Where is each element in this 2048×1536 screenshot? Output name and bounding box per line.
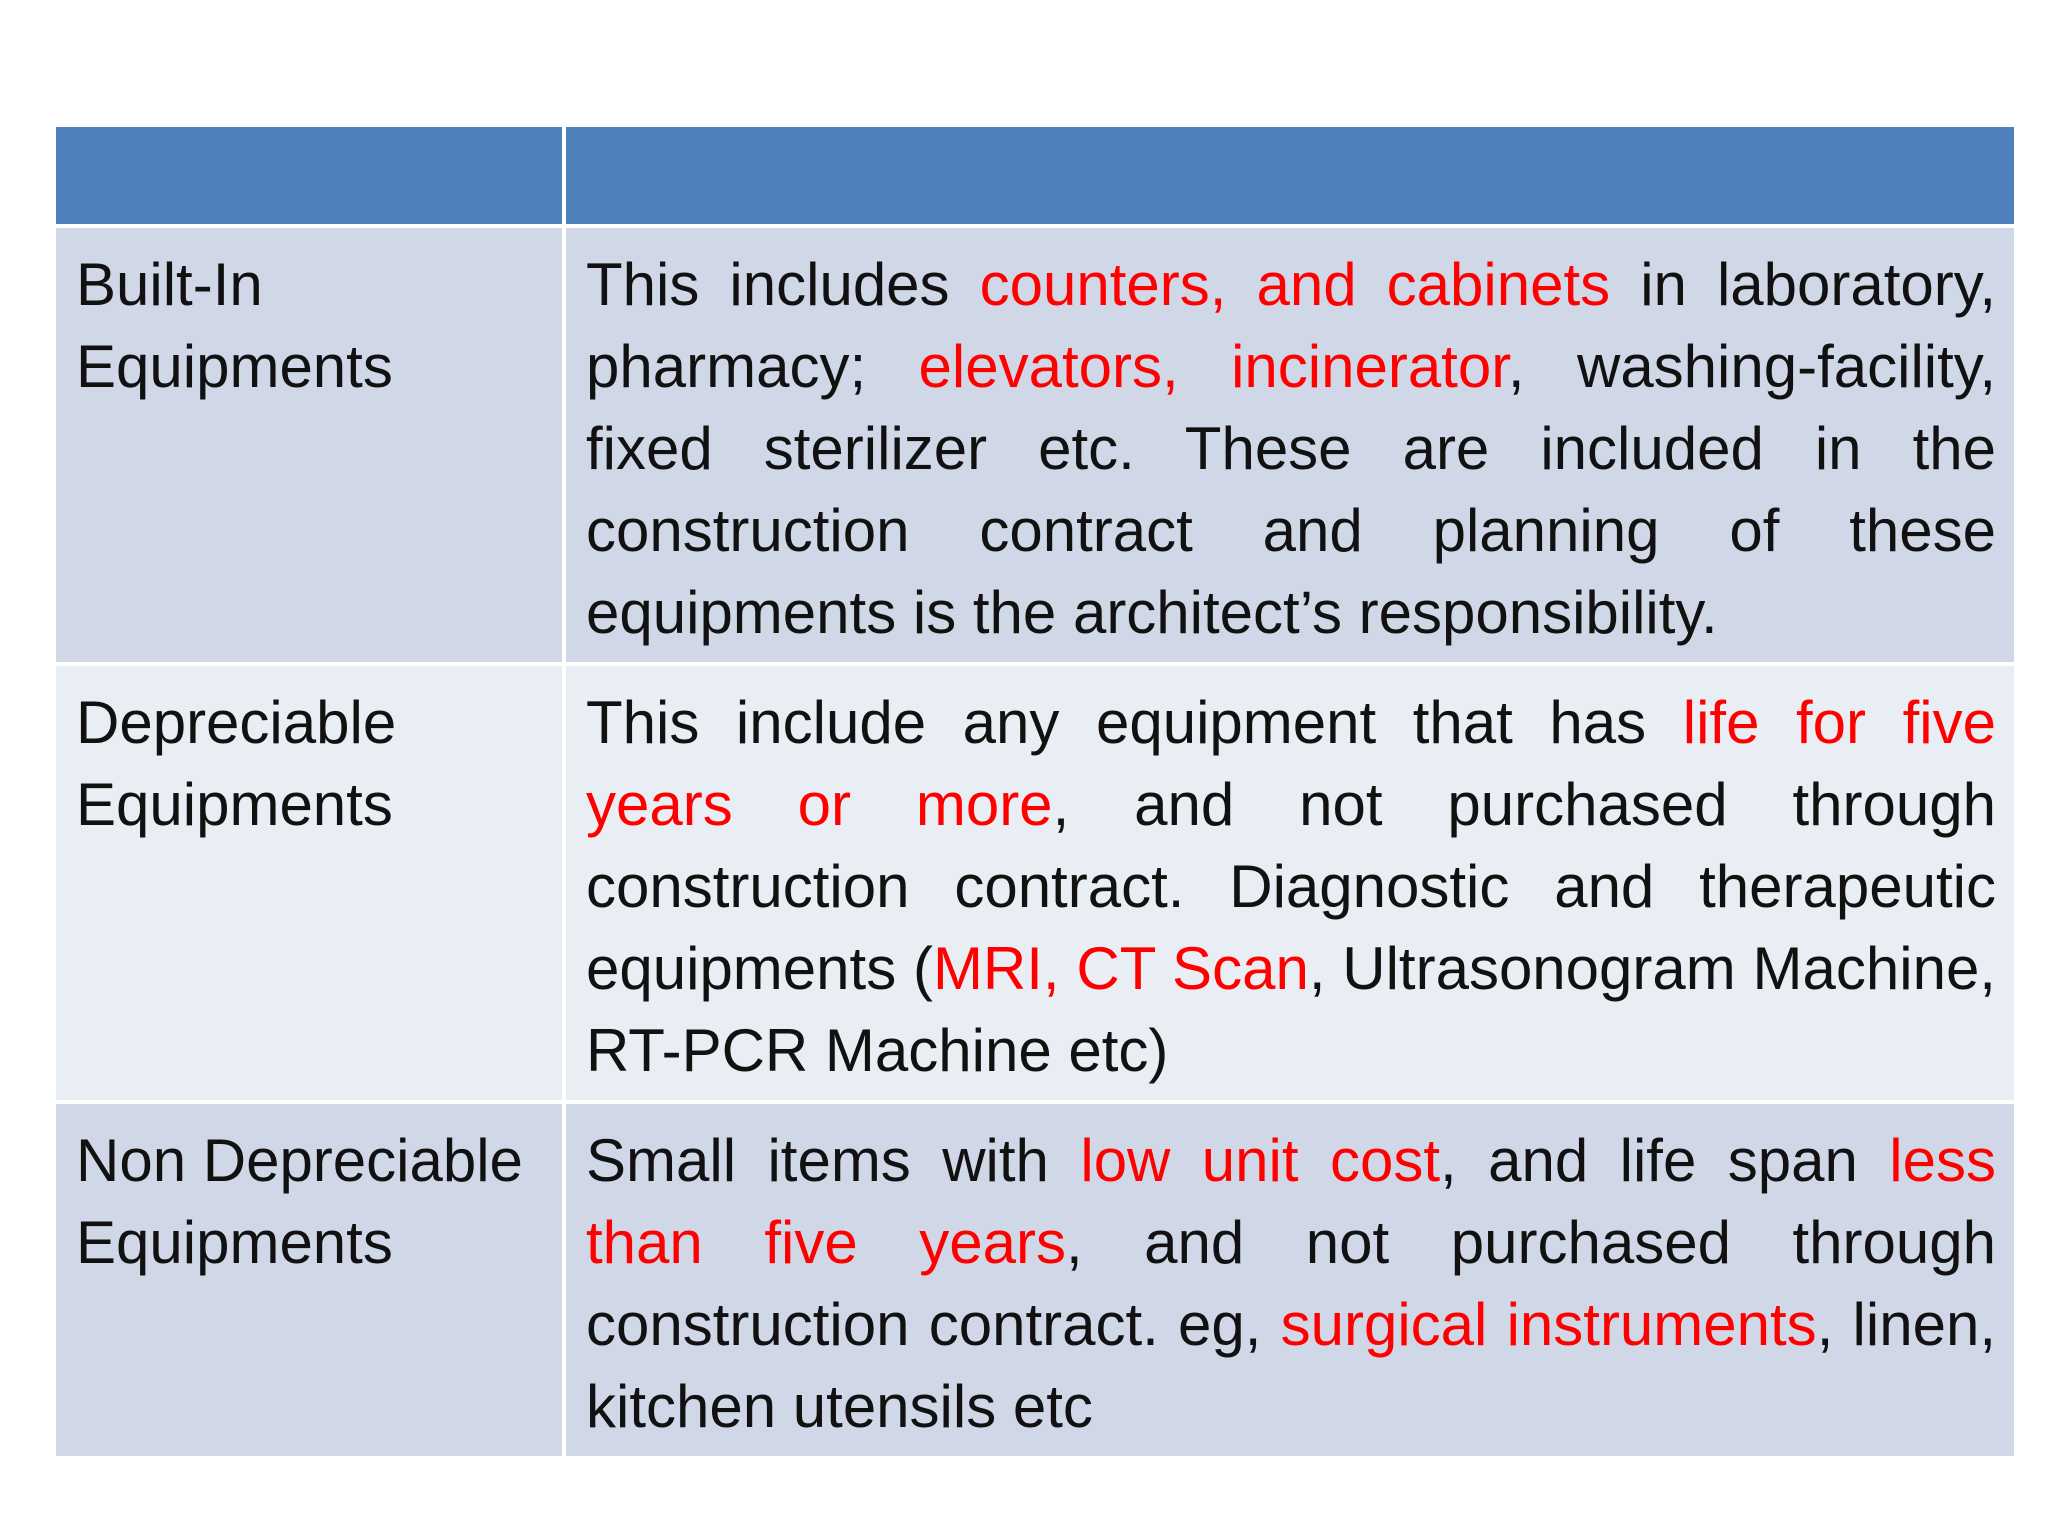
description-cell: [564, 664, 2016, 1102]
table-row-non-depreciable: [54, 1102, 2016, 1458]
description-cell: [564, 1102, 2016, 1458]
highlighted-text: surgical instruments: [1280, 1291, 1817, 1358]
description-text: , Ultrasonogram Machine, RT-PCR Machine etc): [586, 935, 1996, 1084]
highlighted-text: counters, and cabinets: [979, 251, 1611, 318]
header-cell-description: [564, 125, 2016, 226]
description-text: , and not purchased through construction contract. Diagnostic and therapeutic equipments (: [586, 771, 1997, 1002]
description-text: , washing-facility, fixed sterilizer etc. These are included in the construction contract and planning of these equipments is the architect’s responsibility.: [586, 333, 1997, 646]
category-cell: Non Depreciable Equipments: [54, 1102, 564, 1458]
equipment-table: [52, 123, 2018, 1460]
highlighted-text: low unit cost: [1080, 1127, 1441, 1194]
description-text: Small items with: [586, 1127, 1081, 1194]
description-text: , and not purchased through construction contract. eg,: [586, 1209, 1996, 1358]
highlighted-text: elevators, incinerator: [918, 333, 1508, 400]
highlighted-text: MRI, CT Scan: [932, 935, 1309, 1002]
description-text: This include any equipment that has: [586, 689, 1683, 756]
category-cell: Built-In Equipments: [54, 226, 564, 664]
highlighted-text: less than five years: [586, 1127, 1996, 1276]
description-cell: [564, 226, 2016, 664]
highlighted-text: life for five years or more: [586, 689, 1996, 838]
table-row-built-in: [54, 226, 2016, 664]
table-header-row: [54, 125, 2016, 226]
description-text: This includes: [586, 251, 980, 318]
header-cell-category: [54, 125, 564, 226]
description-text: in laboratory, pharmacy;: [586, 251, 1996, 400]
description-text: , and life span: [1440, 1127, 1890, 1194]
table-row-depreciable: [54, 664, 2016, 1102]
category-cell: Depreciable Equipments: [54, 664, 564, 1102]
description-text: , linen, kitchen utensils etc: [586, 1291, 1996, 1440]
